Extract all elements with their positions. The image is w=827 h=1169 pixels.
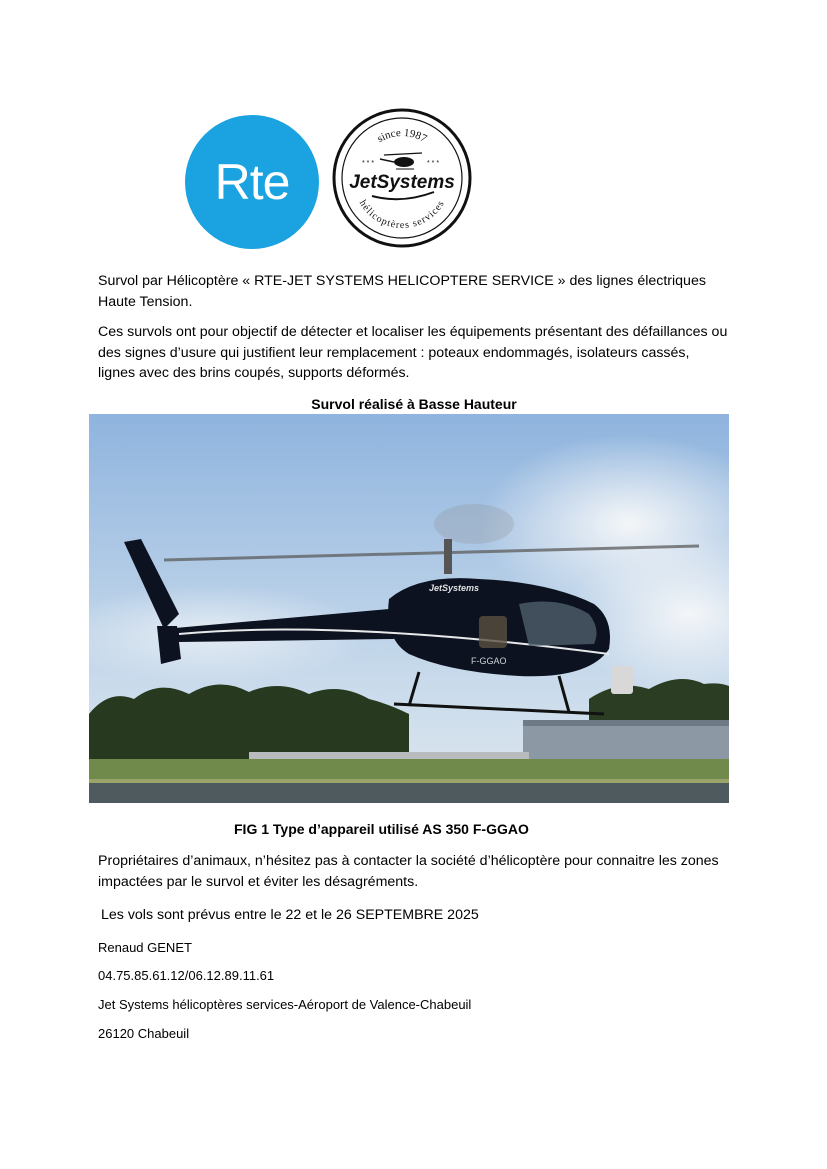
rte-logo-text: Rte (214, 154, 290, 210)
svg-text:* * *: * * * (362, 160, 375, 167)
intro-paragraph: Survol par Hélicoptère « RTE-JET SYSTEMS HELICOPTERE SERVICE » des lignes électriques Haute Tension. (98, 273, 706, 310)
photo-title: Survol réalisé à Basse Hauteur (311, 396, 517, 412)
contact-city: 26120 Chabeuil (98, 1026, 190, 1041)
contact-phones: 04.75.85.61.12/06.12.89.11.61 (98, 968, 275, 983)
jet-logo-top-text: since 1987 (375, 126, 429, 146)
rte-logo (185, 115, 319, 249)
jet-logo-main-text: JetSystems (349, 172, 455, 193)
svg-text:* * *: * * * (427, 160, 440, 167)
contact-name: Renaud GENET (98, 940, 192, 955)
fuselage-label: JetSystems (429, 583, 480, 593)
objective-paragraph: Ces survols ont pour objectif de détecter et localiser les équipements présentant des défaillances ou des signes d’usure qui justifient leur remplacement : poteaux endommagés, isolateurs cassés, lignes avec des brins coupés, supports déformés. (98, 324, 728, 381)
helicopter-photo (89, 414, 729, 803)
jet-logo-bottom-text: hélicoptères services (356, 198, 448, 232)
registration-label: F-GGAO (471, 656, 507, 666)
figure-caption: FIG 1 Type d’appareil utilisé AS 350 F-GGAO (234, 821, 529, 837)
dates-paragraph: Les vols sont prévus entre le 22 et le 26 SEPTEMBRE 2025 (101, 907, 479, 923)
notice-paragraph: Propriétaires d’animaux, n’hésitez pas à contacter la société d’hélicoptère pour connaitre les zones impactées par le survol et éviter les désagréments. (98, 853, 719, 890)
contact-company: Jet Systems hélicoptères services-Aéroport de Valence-Chabeuil (98, 997, 472, 1012)
jet-systems-logo (332, 108, 472, 248)
